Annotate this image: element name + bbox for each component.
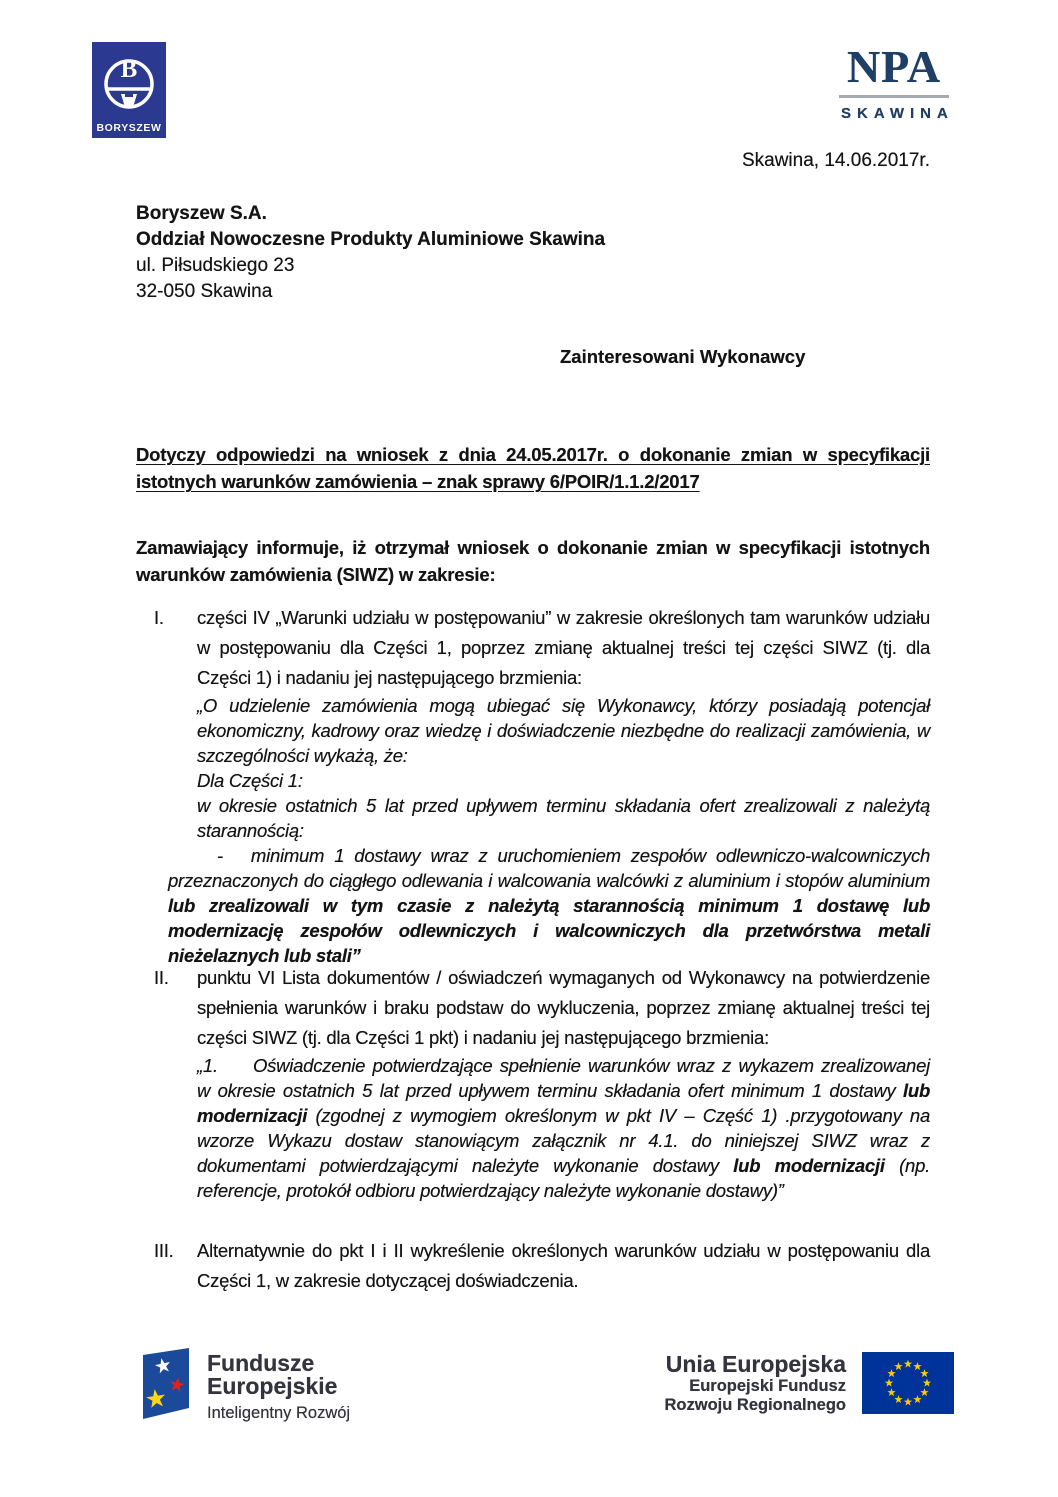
address-line-division: Oddział Nowoczesne Produkty Aluminiowe Skawina xyxy=(136,229,606,250)
fe-logo-text xyxy=(207,1352,350,1423)
fe-title-line1: Fundusze xyxy=(207,1350,315,1376)
list-item-3 xyxy=(136,1236,930,1296)
address-line-street: ul. Piłsudskiego 23 xyxy=(136,255,295,276)
list-item-1-text: części IV „Warunki udziału w postępowaniu” w zakresie określonych tam warunków udziału w postępowaniu dla Części 1, poprzez zmianę aktualnej treści tej części SIWZ (tj. dla Części 1) i nadaniu jej następującego brzmienia: xyxy=(197,607,930,688)
address-line-city: 32-050 Skawina xyxy=(136,281,273,302)
fe-subtitle: Inteligentny Rozwój xyxy=(207,1404,351,1422)
eu-flag xyxy=(862,1352,954,1419)
address-line-company: Boryszew S.A. xyxy=(136,203,267,224)
bullet-dash: - xyxy=(217,845,223,866)
list-item-1-quote-intro: „O udzielenie zamówienia mogą ubiegać się Wykonawcy, którzy posiadają potencjał ekonomiczny, kadrowy oraz wiedzę i doświadczenie niezbędne do realizacji zamówienia, w szczególności wykażą, że: xyxy=(197,695,930,766)
list-item-2-quote xyxy=(197,1053,930,1203)
list-item-2-text: punktu VI Lista dokumentów / oświadczeń wymaganych od Wykonawcy na potwierdzenie spełnienia warunków i braku podstaw do wykluczenia, poprzez zmianę aktualnej treści tej części SIWZ (tj. dla Części 1 pkt) i nadaniu jej następującego brzmienia: xyxy=(197,967,930,1048)
boryszew-logo-letter: B xyxy=(120,56,138,83)
bullet-text-bold: lub zrealizowali w tym czasie z należytą starannością minimum 1 dostawę lub modernizację zespołów odlewniczych i walcowniczych dla przetwórstwa metali nieżelaznych lub stali” xyxy=(168,895,930,966)
fe-flag-icon xyxy=(140,1346,192,1422)
intro-paragraph: Zamawiający informuje, iż otrzymał wniosek o dokonanie zmian w specyfikacji istotnych warunków zamówienia (SIWZ) w zakresie: xyxy=(136,537,930,585)
list-item-1-numeral: I. xyxy=(154,607,164,628)
eu-flag-icon xyxy=(862,1352,954,1414)
quote-segment-3: (np. referencje, protokół odbioru potwierdzający należyte wykonanie dostawy)” xyxy=(197,1155,931,1201)
list-item-1-quote-condition: w okresie ostatnich 5 lat przed upływem terminu składania ofert zrealizowali z należytą starannością: xyxy=(197,795,930,841)
list-item-1-quote-part: Dla Części 1: xyxy=(197,770,303,791)
npa-logo-divider xyxy=(839,95,949,98)
fe-logo xyxy=(140,1346,350,1423)
list-item-3-numeral: III. xyxy=(154,1240,174,1261)
quote-segment-2: (zgodnej z wymogiem określonym w pkt IV – Część 1) .przygotowany na wzorze Wykazu dostaw stanowiącym załącznik nr 4.1. do niniejszej SIWZ wraz z dokumentami potwierdzającymi należyte wykonanie dostawy xyxy=(197,1105,930,1176)
list-item-3-text: Alternatywnie do pkt I i II wykreślenie określonych warunków udziału w postępowaniu dla Części 1, w zakresie dotyczącej doświadczenia. xyxy=(197,1240,930,1291)
recipient-line: Zainteresowani Wykonawcy xyxy=(560,346,806,367)
list-item-1-quote-bullet xyxy=(168,843,930,968)
quote-number: „1. xyxy=(197,1055,218,1076)
quote-segment-1: Oświadczenie potwierdzające spełnienie warunków wraz z wykazem zrealizowanej w okresie ostatnich 5 lat przed upływem terminu składania ofert minimum 1 dostawy xyxy=(197,1055,930,1101)
list-item-2-numeral: II. xyxy=(154,967,169,988)
quote-bold-2: lub modernizacji xyxy=(733,1155,885,1176)
eu-logo-text xyxy=(648,1352,846,1415)
date-line: Skawina, 14.06.2017r. xyxy=(741,150,930,171)
list-item-2-body xyxy=(197,963,930,1203)
npa-logo xyxy=(836,41,954,122)
sender-address xyxy=(136,201,605,305)
bullet-text: minimum 1 dostawy wraz z uruchomieniem zespołów odlewniczo-walcowniczych przeznaczonych do ciągłego odlewania i walcowania walcówki z aluminium i stopów aluminium xyxy=(168,845,930,891)
boryszew-logo xyxy=(92,42,166,138)
eu-subtitle-line1: Europejski Fundusz xyxy=(689,1377,846,1395)
list-item-1 xyxy=(136,603,930,968)
list-item-1-body xyxy=(168,603,930,968)
fe-title-line2: Europejskie xyxy=(207,1373,338,1399)
boryszew-logo-label: BORYSZEW xyxy=(96,122,162,134)
quote-bold-1: lub modernizacji xyxy=(197,1080,930,1126)
list-item-3-body xyxy=(197,1236,930,1296)
eu-subtitle-line2: Rozwoju Regionalnego xyxy=(664,1396,846,1414)
npa-logo-city: SKAWINA xyxy=(841,105,954,122)
eu-title: Unia Europejska xyxy=(665,1351,846,1377)
subject-line: Dotyczy odpowiedzi na wniosek z dnia 24.05.2017r. o dokonanie zmian w specyfikacji istotnych warunków zamówienia – znak sprawy 6/POIR/1.1.2/2017 xyxy=(136,444,930,492)
list-item-2 xyxy=(136,963,930,1203)
npa-logo-name: NPA xyxy=(846,41,942,92)
